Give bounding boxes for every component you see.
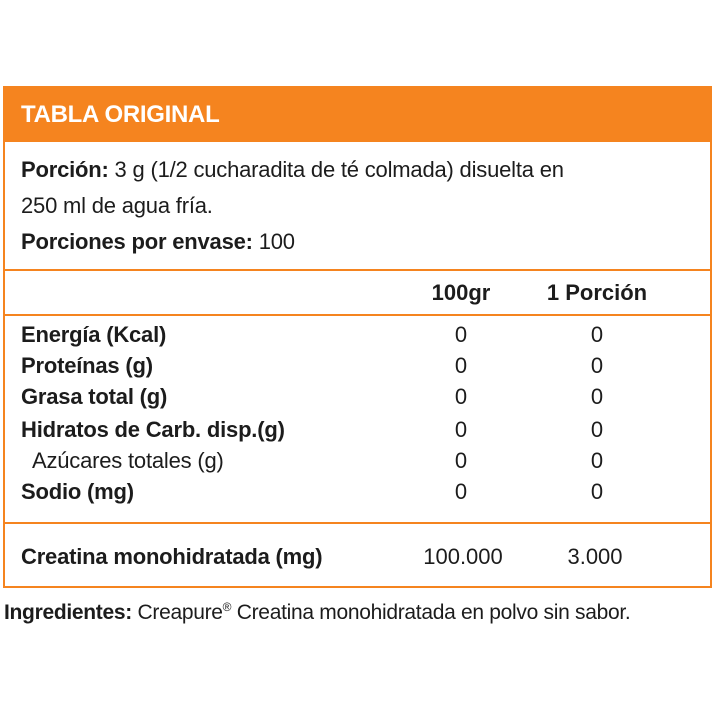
nutrition-table	[3, 86, 712, 588]
column-header-100gr: 100gr	[431, 280, 491, 305]
serving-text-2: 250 ml de agua fría.	[21, 193, 213, 218]
row-value-energy-100: 0	[454, 322, 468, 347]
row-label-sodium: Sodio (mg)	[21, 479, 134, 504]
ingredients-text: Creatina monohidratada en polvo sin sabor.	[231, 601, 631, 624]
ingredients-brand: Creapure	[137, 601, 223, 624]
ingredients-line	[4, 600, 630, 625]
row-value-sugars-portion: 0	[590, 448, 604, 473]
row-value-sugars-100: 0	[454, 448, 468, 473]
row-value-creatine-100: 100.000	[423, 544, 503, 569]
table-header	[5, 88, 710, 142]
divider-1	[5, 269, 710, 271]
row-value-carbs-100: 0	[454, 417, 468, 442]
serving-label: Porción:	[21, 157, 109, 182]
row-value-protein-portion: 0	[590, 353, 604, 378]
servings-per-package	[21, 229, 295, 255]
serving-line-1	[21, 157, 564, 183]
divider-2	[5, 314, 710, 316]
servings-per-package-value: 100	[258, 229, 295, 254]
row-value-fat-portion: 0	[590, 384, 604, 409]
table-title: TABLA ORIGINAL	[21, 101, 220, 128]
ingredients-label: Ingredientes:	[4, 601, 132, 624]
row-label-protein: Proteínas (g)	[21, 353, 153, 378]
divider-3	[5, 522, 710, 524]
row-value-protein-100: 0	[454, 353, 468, 378]
row-value-sodium-100: 0	[454, 479, 468, 504]
column-header-portion: 1 Porción	[546, 280, 648, 305]
row-label-sugars: Azúcares totales (g)	[32, 448, 224, 473]
servings-per-package-label: Porciones por envase:	[21, 229, 253, 254]
row-label-carbs: Hidratos de Carb. disp.(g)	[21, 417, 285, 442]
row-value-creatine-portion: 3.000	[567, 544, 623, 569]
serving-text-1: 3 g (1/2 cucharadita de té colmada) disuelta en	[114, 157, 564, 182]
row-value-carbs-portion: 0	[590, 417, 604, 442]
row-label-creatine: Creatina monohidratada (mg)	[21, 544, 323, 569]
registered-mark: ®	[222, 600, 232, 614]
row-label-fat: Grasa total (g)	[21, 384, 168, 409]
row-value-fat-100: 0	[454, 384, 468, 409]
row-value-energy-portion: 0	[590, 322, 604, 347]
row-value-sodium-portion: 0	[590, 479, 604, 504]
row-label-energy: Energía (Kcal)	[21, 322, 167, 347]
